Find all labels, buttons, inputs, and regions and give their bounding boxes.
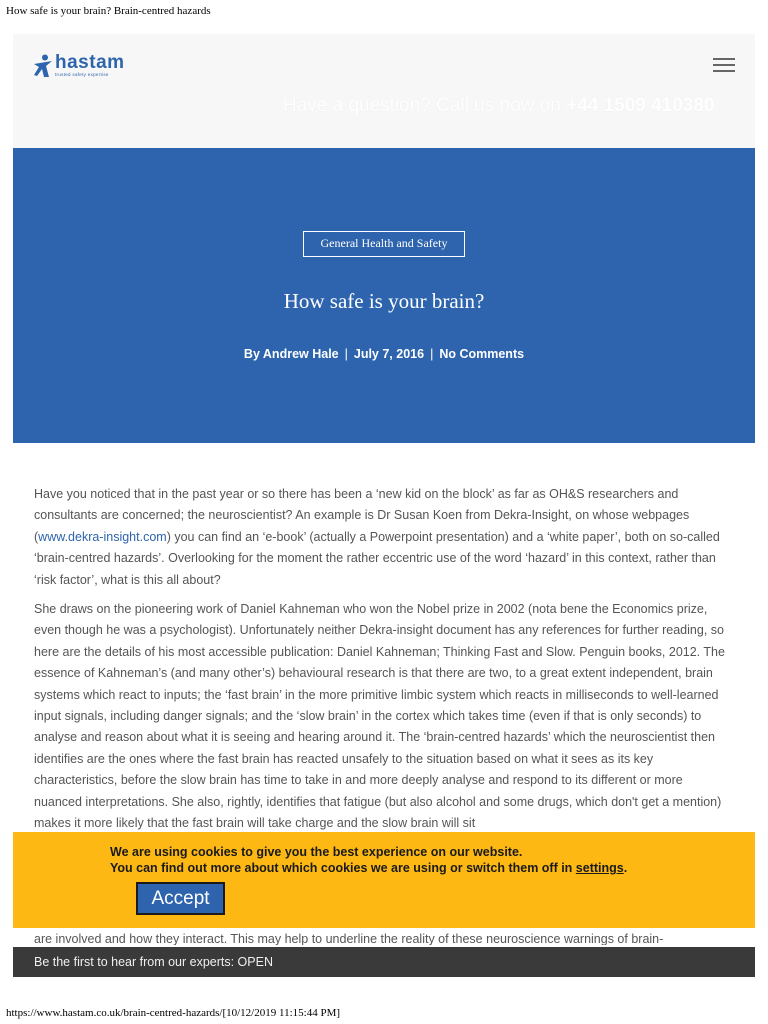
article-paragraph: She draws on the pioneering work of Daniel Kahneman who won the Nobel prize in 2002 (nota bene the Economics prize, even though he was a psychologist). Unfortunately neither Dekra-insight document has any references for further reading, so here are the details of his most accessible publication: Daniel Kahneman; Thinking Fast and Slow. Penguin books, 2012. The essence of Kahneman’s (and many other’s) behavioural research is that there are two, to a great extent independent, brain systems which react to inputs; the ‘fast brain’ in the more primitive limbic system which reacts in milliseconds to well-learned input signals, including danger signals; and the ‘slow brain’ in the cortex which takes time (even if that is only seconds) to analyse and reason about what it is seeing and hearing around it. The ‘brain-centred hazards’ which the neuroscientist then identifies are the ones where the fast brain has reacted unsafely to the situation based on what it sees as its key characteristics, before the slow brain has time to take in and more deeply analyse and respond to its different or more nuanced interpretations. She also, rightly, identifies that fatigue (but also alcohol and some drugs, which don't get a mention) makes it more likely that the fast brain will take charge and the slow brain will sit	[34, 602, 725, 831]
paragraph-text: Have you noticed that in the past year or so there has been a ‘new kid on the block’ as far as OH&S researchers and consultants are concerned; the neuroscientist? An example is Dr Susan Koen from Dekra-Insight, on whose webpages (	[34, 487, 690, 544]
post-title: How safe is your brain?	[283, 289, 485, 313]
cookie-line-2-text: You can find out more about which cookies we are using or switch them off in	[110, 861, 576, 875]
logo-text: hastam	[55, 52, 125, 73]
dekra-insight-link[interactable]: www.dekra-insight.com	[38, 529, 167, 544]
cookie-line-2-end: .	[623, 861, 628, 875]
print-footer-url: https://www.hastam.co.uk/brain-centred-hazards/[10/12/2019 11:15:44 PM]	[6, 1007, 341, 1019]
cookie-line-1: We are using cookies to give you the best experience on our website.	[110, 845, 523, 859]
cookie-message	[110, 844, 627, 876]
article-body	[34, 484, 734, 843]
site-header	[13, 34, 755, 148]
article-continuation: are involved and how they interact. This may help to underline the reality of these neuroscience warnings of brain-	[34, 932, 664, 945]
article-paragraph	[34, 484, 734, 591]
phone-link[interactable]: +44 1509 410380	[566, 95, 715, 116]
post-hero	[13, 148, 755, 443]
logo-figure-icon	[33, 54, 53, 78]
newsletter-bar[interactable]: Be the first to hear from our experts: OPEN	[13, 947, 755, 977]
post-comments-link[interactable]: No Comments	[439, 347, 525, 361]
hamburger-menu-icon[interactable]	[713, 58, 735, 74]
paragraph-text: ) you can find an ‘e-book’ (actually a Powerpoint presentation) and a ‘white paper’, both on so-called ‘brain-centred hazards’. Overlooking for the moment the rather eccentric use of the word ‘hazard’ in this context, rather than ‘risk factor’, what is this all about?	[34, 529, 720, 587]
cookie-banner	[13, 832, 755, 928]
cookie-line-2	[110, 860, 627, 876]
print-page-title: How safe is your brain? Brain-centred hazards	[6, 5, 211, 17]
category-tag[interactable]: General Health and Safety	[303, 231, 465, 257]
logo-tagline: trusted safety expertise	[55, 72, 109, 77]
meta-separator: |	[430, 347, 434, 361]
call-us-banner	[283, 95, 715, 117]
post-author[interactable]: By Andrew Hale	[243, 347, 339, 361]
logo[interactable]	[33, 52, 123, 80]
question-text: Have a question? Call us now on	[283, 95, 567, 116]
cookie-settings-link[interactable]: settings	[575, 861, 624, 875]
meta-separator: |	[344, 347, 348, 361]
post-date[interactable]: July 7, 2016	[353, 347, 425, 361]
accept-cookies-button[interactable]: Accept	[136, 882, 225, 915]
post-meta	[13, 347, 755, 361]
